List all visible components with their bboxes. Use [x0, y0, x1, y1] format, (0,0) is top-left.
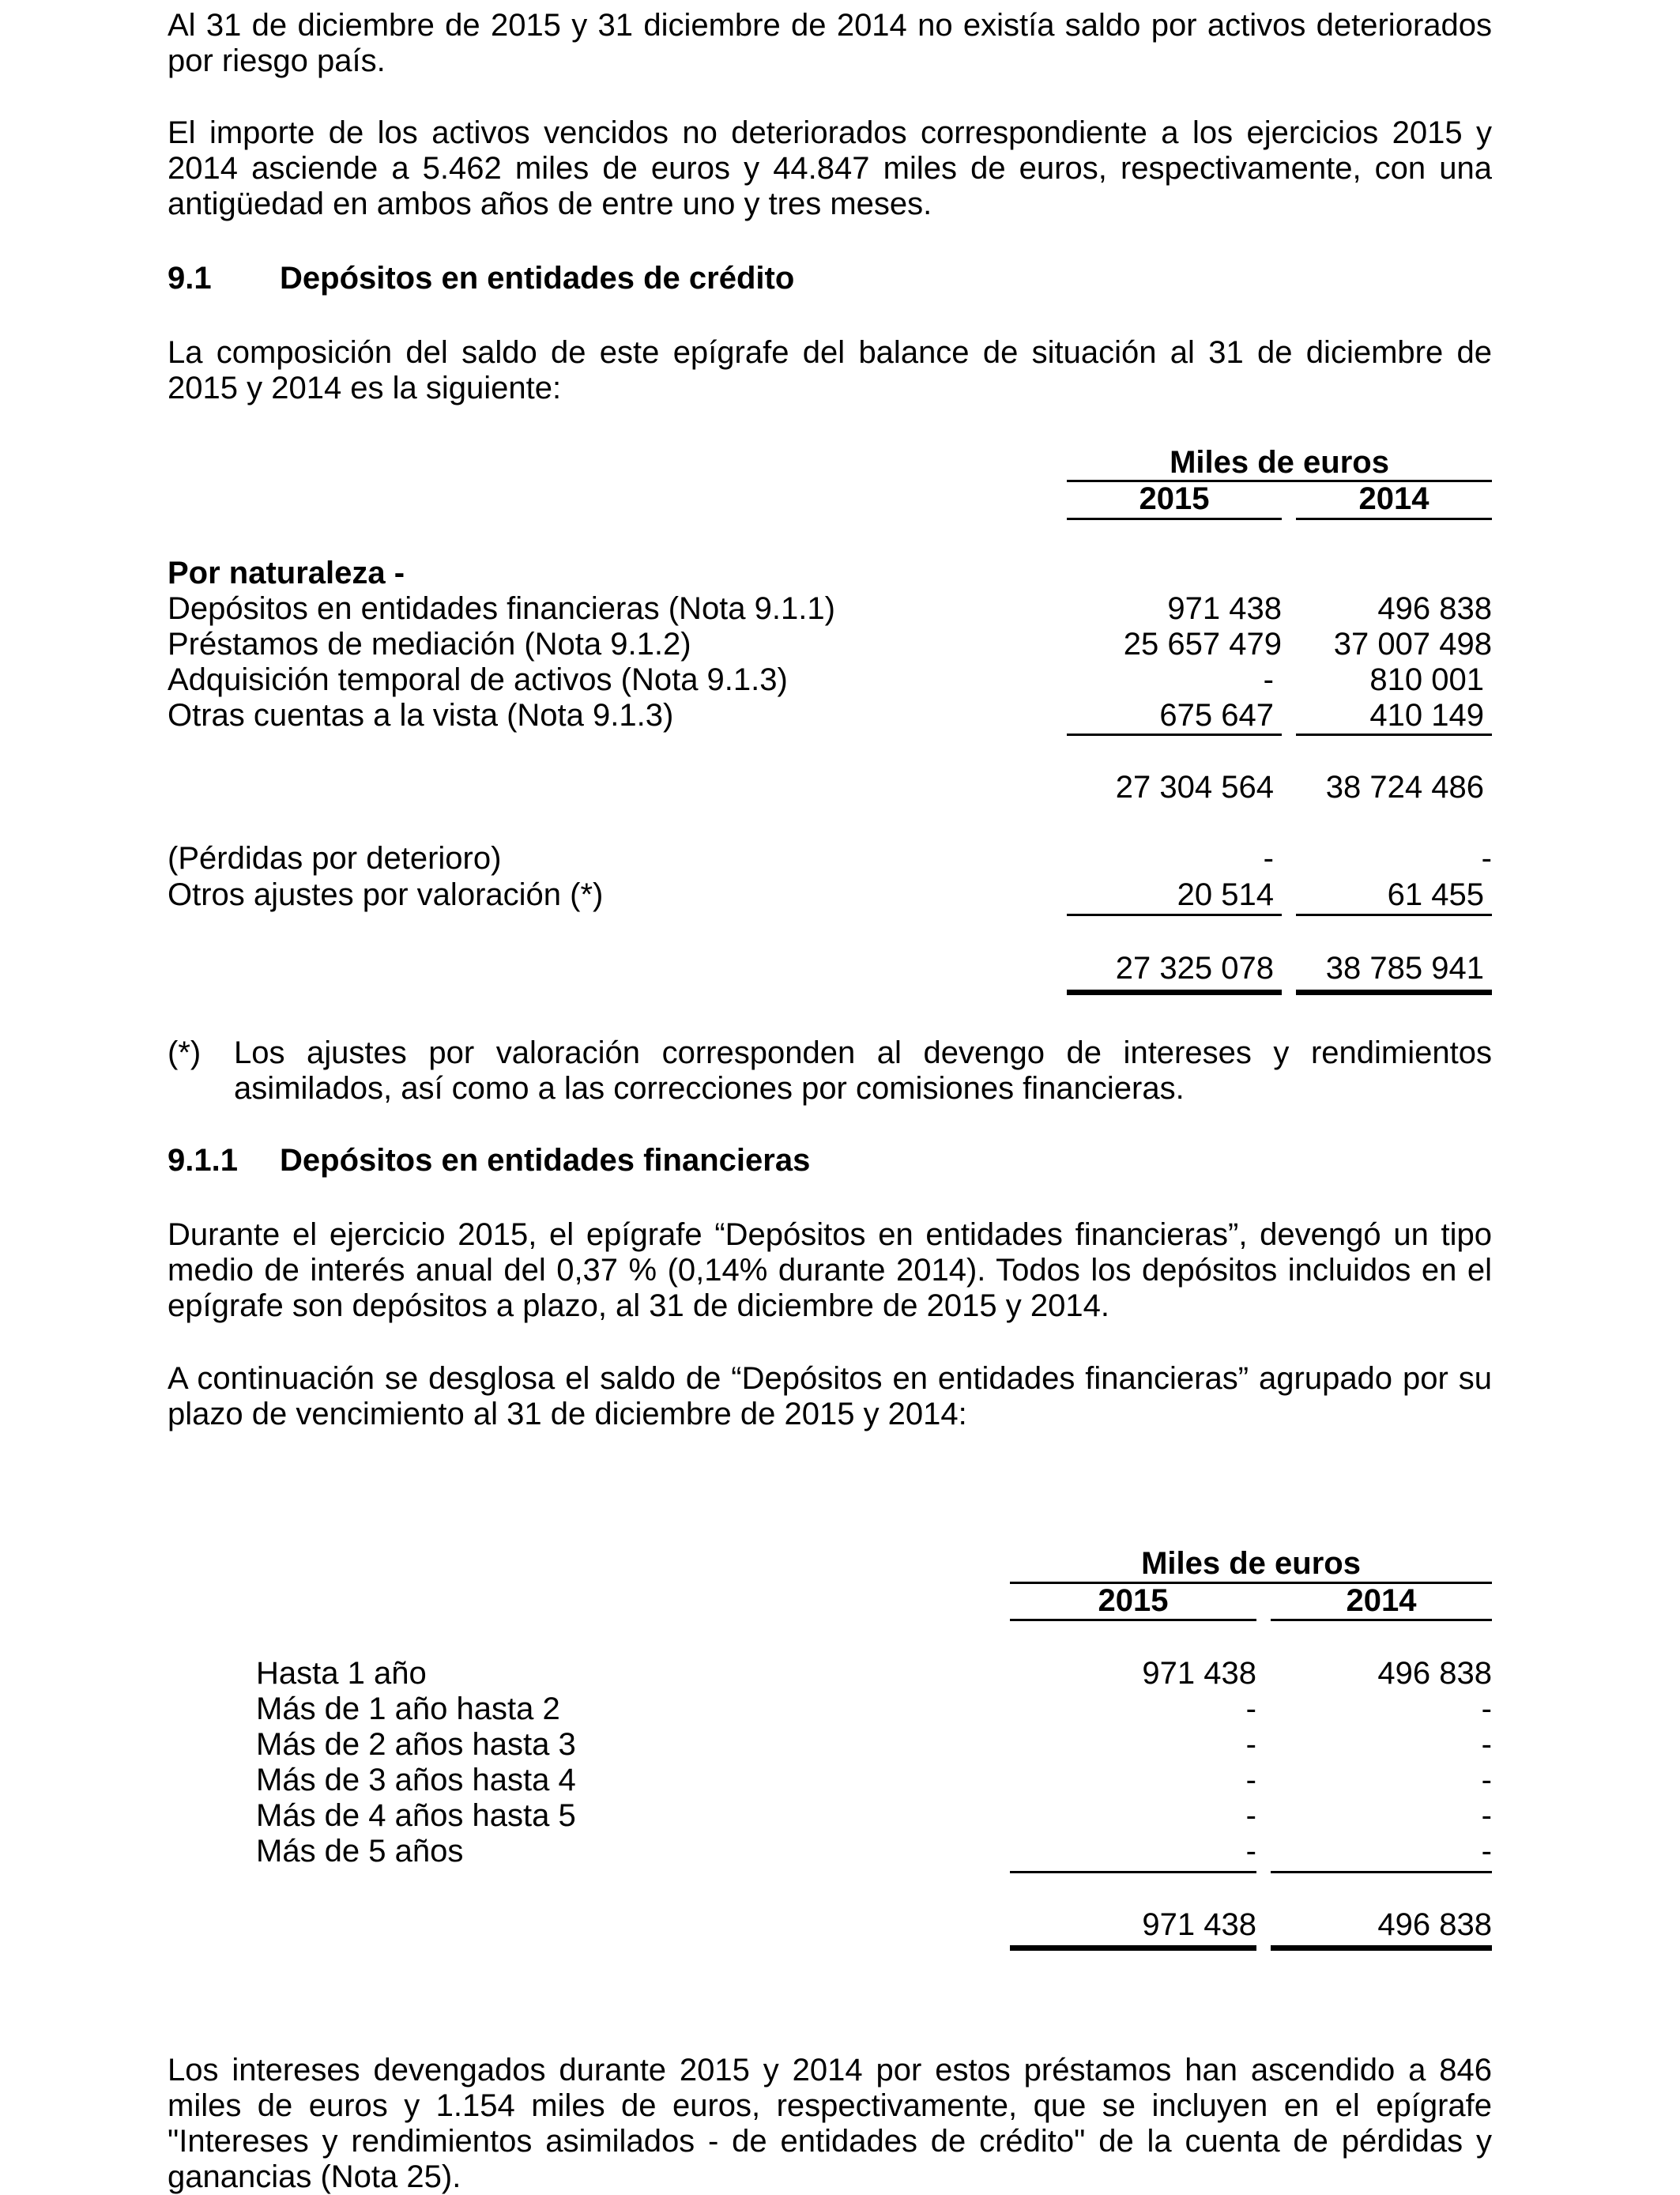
table1-double-rule-2015 — [1067, 990, 1282, 995]
table1-unit-header: Miles de euros — [1170, 445, 1389, 480]
table1-row-value-2015: 675 647 — [1159, 698, 1274, 733]
table1-row-value-2014: 496 838 — [1377, 591, 1492, 626]
table2-row-value-2014: - — [1481, 1727, 1492, 1762]
table2-row-value-2015: - — [1245, 1727, 1256, 1762]
table2-row-value-2015: - — [1245, 1798, 1256, 1833]
table1-year-2014: 2014 — [1358, 481, 1430, 516]
table2-total-rule-2015 — [1010, 1871, 1256, 1873]
table1-year-2015: 2015 — [1139, 481, 1210, 516]
table2-row-label: Más de 4 años hasta 5 — [256, 1798, 576, 1833]
table1-adjust-label: (Pérdidas por deterioro) — [168, 841, 502, 876]
table2-row-value-2015: - — [1245, 1834, 1256, 1869]
table1-adjust-value-2014: 61 455 — [1387, 877, 1484, 912]
footnote-text: Los ajustes por valoración corresponden al devengo de intereses y rendimientos asimilados, así como a las correcciones por comisiones financieras. — [234, 1035, 1492, 1106]
table2-row-label: Más de 2 años hasta 3 — [256, 1727, 576, 1762]
closing-paragraph: Los intereses devengados durante 2015 y 2014 por estos préstamos han ascendido a 846 miles de euros y 1.154 miles de euros, respectivamente, que se incluyen en el epígrafe "Intereses y rendimientos asimilados - de entidades de crédito" de la cuenta de pérdidas y ganancias (Nota 25). — [168, 2053, 1492, 2194]
table1-subtotal-rule-2014 — [1296, 734, 1492, 736]
section-9-1-title: Depósitos en entidades de crédito — [280, 261, 795, 296]
table2-row-value-2015: - — [1245, 1692, 1256, 1726]
table1-row-value-2015: 25 657 479 — [1123, 627, 1282, 662]
table1-subtotal-2015: 27 304 564 — [1115, 770, 1274, 805]
table2-row-label: Más de 5 años — [256, 1834, 464, 1869]
table2-row-value-2014: - — [1481, 1763, 1492, 1797]
table1-total-2015: 27 325 078 — [1115, 951, 1274, 986]
table2-row-value-2014: 496 838 — [1377, 1656, 1492, 1691]
table2-year-rule-2014 — [1271, 1619, 1492, 1621]
table2-total-2014: 496 838 — [1377, 1907, 1492, 1942]
table2-row-label: Más de 1 año hasta 2 — [256, 1692, 560, 1726]
table2-total-2015: 971 438 — [1142, 1907, 1256, 1942]
intro-paragraph-1: Al 31 de diciembre de 2015 y 31 diciembre de 2014 no existía saldo por activos deteriorados por riesgo país. — [168, 8, 1492, 78]
table1-subtotal-rule-2015 — [1067, 734, 1282, 736]
table2-year-2015: 2015 — [1098, 1583, 1169, 1618]
table2-double-rule-2015 — [1010, 1945, 1256, 1951]
table1-adjust-value-2015: 20 514 — [1177, 877, 1274, 912]
intro-paragraph-2: El importe de los activos vencidos no deteriorados correspondiente a los ejercicios 2015 y 2014 asciende a 5.462 miles de euros y 44.847 miles de euros, respectivamente, con una antigüedad en ambos años de entre uno y tres meses. — [168, 115, 1492, 221]
table2-unit-header: Miles de euros — [1141, 1546, 1361, 1581]
table1-year-rule-2014 — [1296, 518, 1492, 520]
table2-row-label: Más de 3 años hasta 4 — [256, 1763, 576, 1797]
table1-group-label: Por naturaleza - — [168, 556, 405, 590]
section-9-1-number: 9.1 — [168, 261, 212, 296]
table1-row-label: Depósitos en entidades financieras (Nota 9.1.1) — [168, 591, 835, 626]
table2-row-value-2014: - — [1481, 1798, 1492, 1833]
table1-row-label: Préstamos de mediación (Nota 9.1.2) — [168, 627, 691, 662]
table2-row-value-2014: - — [1481, 1834, 1492, 1869]
table1-adjust-label: Otros ajustes por valoración (*) — [168, 877, 604, 912]
table1-adjust-value-2014: - — [1481, 841, 1492, 876]
section-9-1-1-paragraph-2: A continuación se desglosa el saldo de “Depósitos en entidades financieras” agrupado por su plazo de vencimiento al 31 de diciembre de 2015 y 2014: — [168, 1361, 1492, 1431]
section-9-1-1-title: Depósitos en entidades financieras — [280, 1143, 811, 1178]
table1-subtotal-2014: 38 724 486 — [1325, 770, 1484, 805]
table2-double-rule-2014 — [1271, 1945, 1492, 1951]
table1-total-rule-2015 — [1067, 914, 1282, 916]
table1-row-value-2014: 410 149 — [1369, 698, 1484, 733]
table1-year-rule-2015 — [1067, 518, 1282, 520]
table2-total-rule-2014 — [1271, 1871, 1492, 1873]
footnote-marker: (*) — [168, 1035, 202, 1070]
table2-row-value-2015: - — [1245, 1763, 1256, 1797]
table1-row-value-2014: 810 001 — [1369, 662, 1484, 697]
table2-row-value-2015: 971 438 — [1142, 1656, 1256, 1691]
table1-total-2014: 38 785 941 — [1325, 951, 1484, 986]
table1-row-label: Adquisición temporal de activos (Nota 9.1.3) — [168, 662, 788, 697]
table2-year-rule-2015 — [1010, 1619, 1256, 1621]
section-9-1-intro: La composición del saldo de este epígrafe del balance de situación al 31 de diciembre de 2015 y 2014 es la siguiente: — [168, 335, 1492, 405]
table1-total-rule-2014 — [1296, 914, 1492, 916]
section-9-1-1-paragraph-1: Durante el ejercicio 2015, el epígrafe “Depósitos en entidades financieras”, devengó un tipo medio de interés anual del 0,37 % (0,14% durante 2014). Todos los depósitos incluidos en el epígrafe son depósitos a plazo, al 31 de diciembre de 2015 y 2014. — [168, 1217, 1492, 1323]
section-9-1-1-number: 9.1.1 — [168, 1143, 238, 1178]
table1-row-label: Otras cuentas a la vista (Nota 9.1.3) — [168, 698, 674, 733]
table1-row-value-2014: 37 007 498 — [1333, 627, 1492, 662]
table1-adjust-value-2015: - — [1263, 841, 1274, 876]
table2-year-2014: 2014 — [1346, 1583, 1417, 1618]
table1-row-value-2015: - — [1263, 662, 1274, 697]
table1-double-rule-2014 — [1296, 990, 1492, 995]
table2-row-label: Hasta 1 año — [256, 1656, 427, 1691]
table1-row-value-2015: 971 438 — [1167, 591, 1282, 626]
table2-row-value-2014: - — [1481, 1692, 1492, 1726]
